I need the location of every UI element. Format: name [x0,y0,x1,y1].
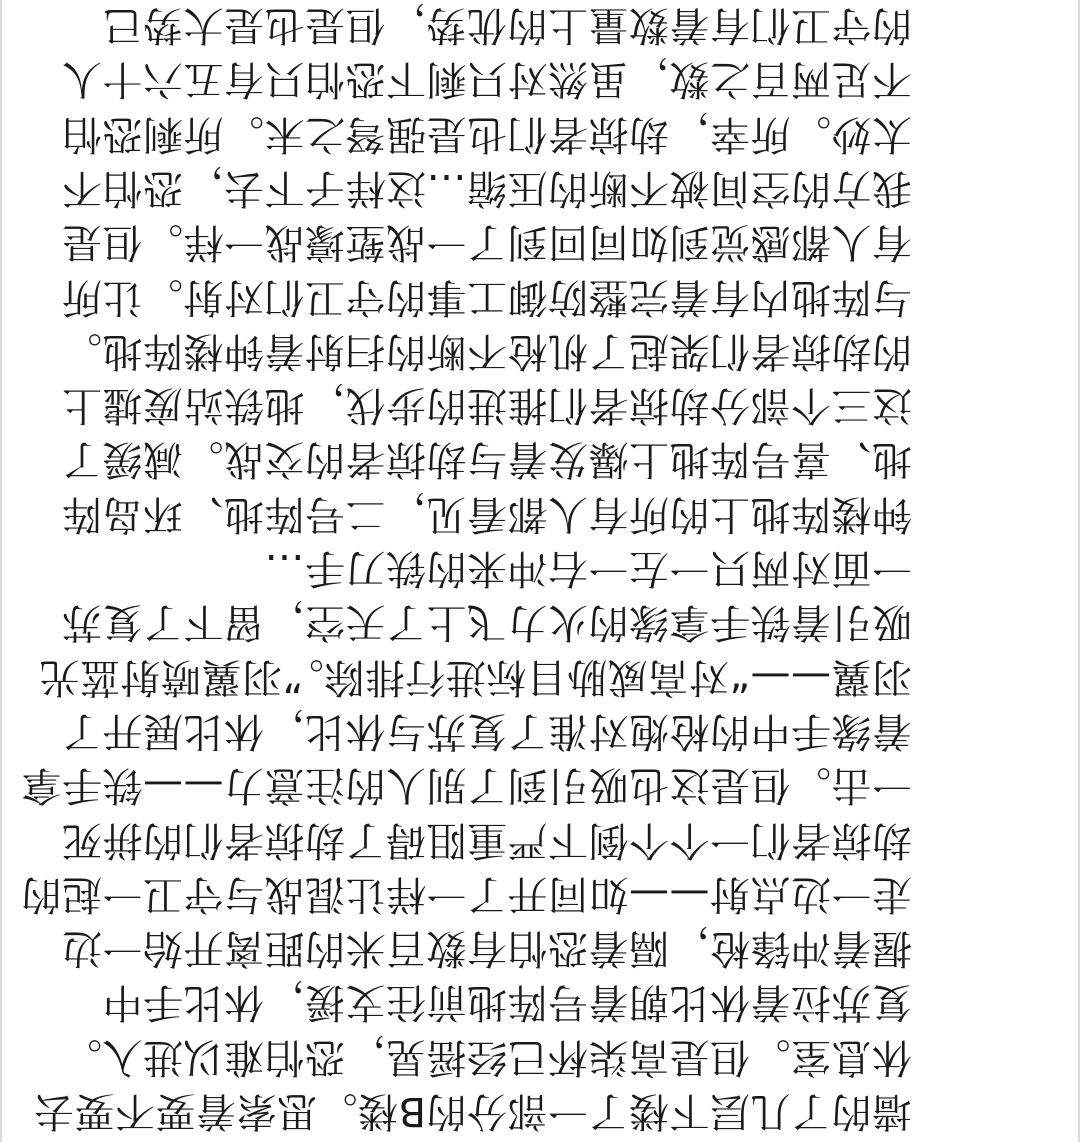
text-line: 的守卫们有着数量上的优势，但是也是大势已 [102,2,912,49]
rotated-text-layer [2,0,1080,1142]
text-line: 吸引着铁手拿缘的火力飞上了天空，留下了复苏 [61,599,912,646]
text-line: 这三个部分劫掠者们推进的步伐，地铁站废墟上 [61,382,912,429]
text-line: 一面对两只一左一右冲来的铁刀手… [264,545,912,592]
text-line: 太妙。所幸，劫掠者们也是强弩之末。所剩恐怕 [61,110,912,157]
text-line: 一击。但是这也吸引到了别人的注意力——铁手拿 [21,762,912,809]
text-line: 劫掠者们一个个倒下严重阻碍了劫掠者们的拼死 [61,816,912,863]
text-line: 走一边点射——如同开了一样让混战与守卫一起的 [21,870,912,917]
text-line: 钟楼阵地上的所有人都看见，二号阵地、环岛阵 [61,490,912,537]
text-line: 着缘手中的枪炮对准了复苏与休比，休比展开了 [61,707,912,754]
text-line: 握着冲锋枪，隔着恐怕有数百米的距离开始一边 [61,925,912,972]
text-line: 有人都感觉到如同回到了一战堑壕战一样。但是 [61,219,912,266]
text-block [21,0,912,1138]
text-line: 复苏拉着休比朝着号阵地前往支援，休比手中 [102,979,912,1026]
text-line: 地、喜号阵地上爆发着与劫掠者的交战。减缓了 [61,436,912,483]
text-line: 墙的了几层下楼了一部分的B楼。思索着要不要去 [33,1088,912,1134]
text-line: 不足两百之数，虽然对只剩下恐怕只有五六十人 [61,56,912,103]
text-line: 休息室。但是高柒杯已经摇晃，恐怕难以进入。 [61,1033,912,1080]
text-line: 与阵地内有着完整防御工事的守卫们对射。让所 [61,273,912,320]
text-line: 羽翼——“对高威胁目标进行排除。”羽翼喷射蓝光 [39,653,912,700]
text-line: 的劫掠者们架起了机枪不断的扫射着钟楼阵地。 [61,327,912,374]
text-line: 我方的空间被不断的压缩…这样子下去，恐怕不 [61,164,912,211]
